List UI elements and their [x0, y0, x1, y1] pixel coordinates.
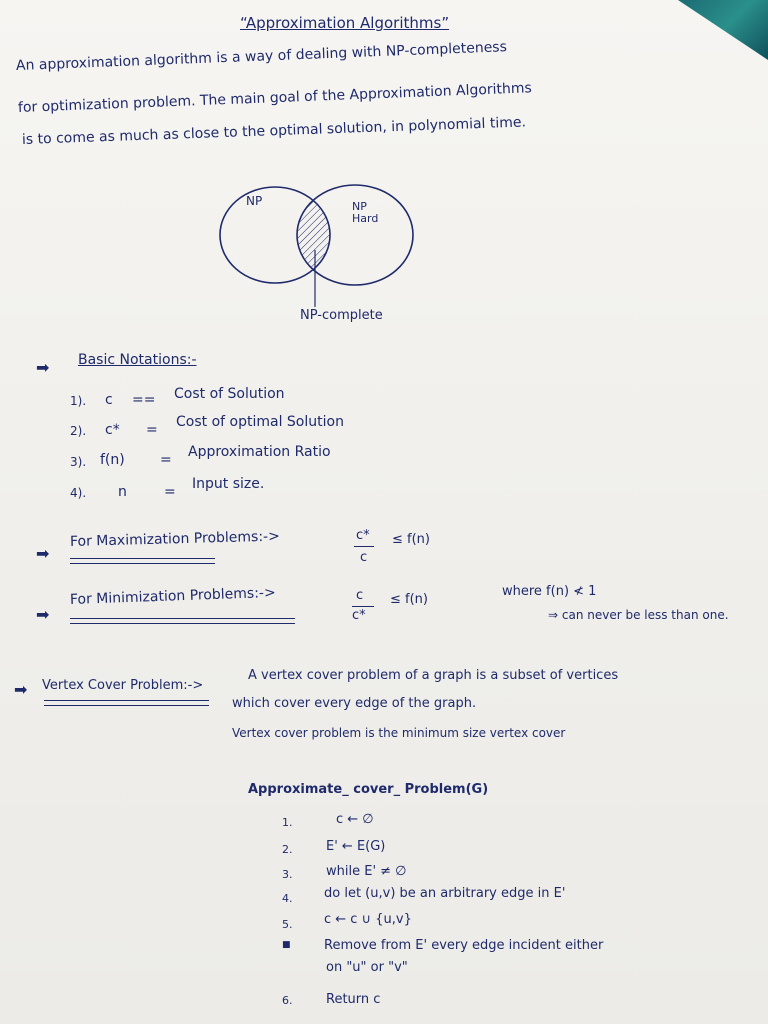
notation-sym-2: c* [105, 422, 120, 438]
minimization-label: For Minimization Problems:-> [69, 584, 276, 608]
fraction-bar [354, 546, 374, 547]
maximization-label: For Maximization Problems:-> [69, 528, 281, 550]
fabric-corner [678, 0, 768, 60]
venn-npcomplete-label: NP-complete [300, 308, 383, 323]
min-note-1: where f(n) ≮ 1 [502, 584, 597, 599]
step-text-1: c ← ∅ [336, 812, 374, 827]
notation-sym-1: c [105, 392, 113, 408]
venn-diagram [205, 175, 445, 325]
notation-sym-3: f(n) [100, 452, 125, 468]
venn-nphard-label-1: NP [352, 200, 367, 213]
step-num-3: 3. [282, 868, 293, 881]
step-text-7: Return c [326, 992, 381, 1007]
notation-eq-4: = [164, 484, 176, 500]
underline [70, 563, 215, 564]
intro-line-1: An approximation algorithm is a way of dealing with NP-completeness [15, 39, 508, 74]
algorithm-title: Approximate_ cover_ Problem(G) [248, 782, 489, 797]
intro-line-2: for optimization problem. The main goal of the Approximation Algorithms [17, 80, 533, 116]
arrow-icon: ➡ [36, 544, 50, 563]
min-ratio-numerator: c [356, 588, 364, 603]
underline [70, 618, 295, 619]
notation-eq-1: == [132, 392, 156, 408]
intro-line-3: is to come as much as close to the optimal solution, in polynomial time. [21, 114, 527, 148]
page-title: “Approximation Algorithms” [240, 14, 450, 32]
notation-desc-3: Approximation Ratio [188, 444, 331, 460]
notation-num-1: 1). [70, 394, 87, 408]
notation-eq-3: = [160, 452, 172, 468]
underline [70, 558, 215, 559]
notation-desc-2: Cost of optimal Solution [176, 414, 344, 430]
venn-np-label: NP [246, 194, 263, 208]
step-num-1: 1. [282, 816, 293, 829]
fraction-bar [352, 606, 374, 607]
step-num-4: 4. [282, 892, 293, 905]
arrow-icon: ➡ [14, 680, 28, 699]
max-ratio-numerator: c* [356, 528, 370, 543]
vertex-cover-label: Vertex Cover Problem:-> [42, 678, 204, 693]
step-text-4: do let (u,v) be an arbitrary edge in E' [324, 886, 566, 901]
underline [44, 700, 209, 701]
notations-heading: Basic Notations:- [78, 352, 197, 368]
notation-eq-2: = [146, 422, 158, 438]
notation-num-2: 2). [70, 424, 87, 438]
arrow-icon: ➡ [36, 358, 50, 377]
step-text-2: E' ← E(G) [326, 839, 386, 854]
vertex-cover-line-3: Vertex cover problem is the minimum size vertex cover [232, 726, 566, 740]
notation-desc-1: Cost of Solution [174, 386, 285, 402]
step-bullet: ■ [282, 940, 291, 950]
vertex-cover-line-2: which cover every edge of the graph. [232, 696, 477, 711]
underline [44, 705, 209, 706]
notation-desc-4: Input size. [192, 476, 265, 492]
min-relation: ≤ f(n) [390, 592, 428, 607]
min-note-2: ⇒ can never be less than one. [548, 608, 729, 622]
step-text-3: while E' ≠ ∅ [326, 864, 407, 879]
max-relation: ≤ f(n) [392, 532, 430, 547]
step-num-6: 6. [282, 994, 293, 1007]
notation-num-4: 4). [70, 486, 87, 500]
underline [70, 623, 295, 624]
step-text-6b: on "u" or "v" [326, 960, 408, 975]
max-ratio-denominator: c [360, 550, 368, 565]
step-text-5: c ← c ∪ {u,v} [324, 912, 412, 927]
vertex-cover-line-1: A vertex cover problem of a graph is a subset of vertices [248, 668, 619, 683]
arrow-icon: ➡ [36, 605, 50, 624]
step-num-2: 2. [282, 843, 293, 856]
step-num-5: 5. [282, 918, 293, 931]
venn-nphard-label-2: Hard [352, 212, 379, 225]
step-text-6: Remove from E' every edge incident either [324, 938, 604, 953]
notation-sym-4: n [118, 484, 127, 500]
min-ratio-denominator: c* [352, 608, 366, 623]
notation-num-3: 3). [70, 455, 87, 469]
